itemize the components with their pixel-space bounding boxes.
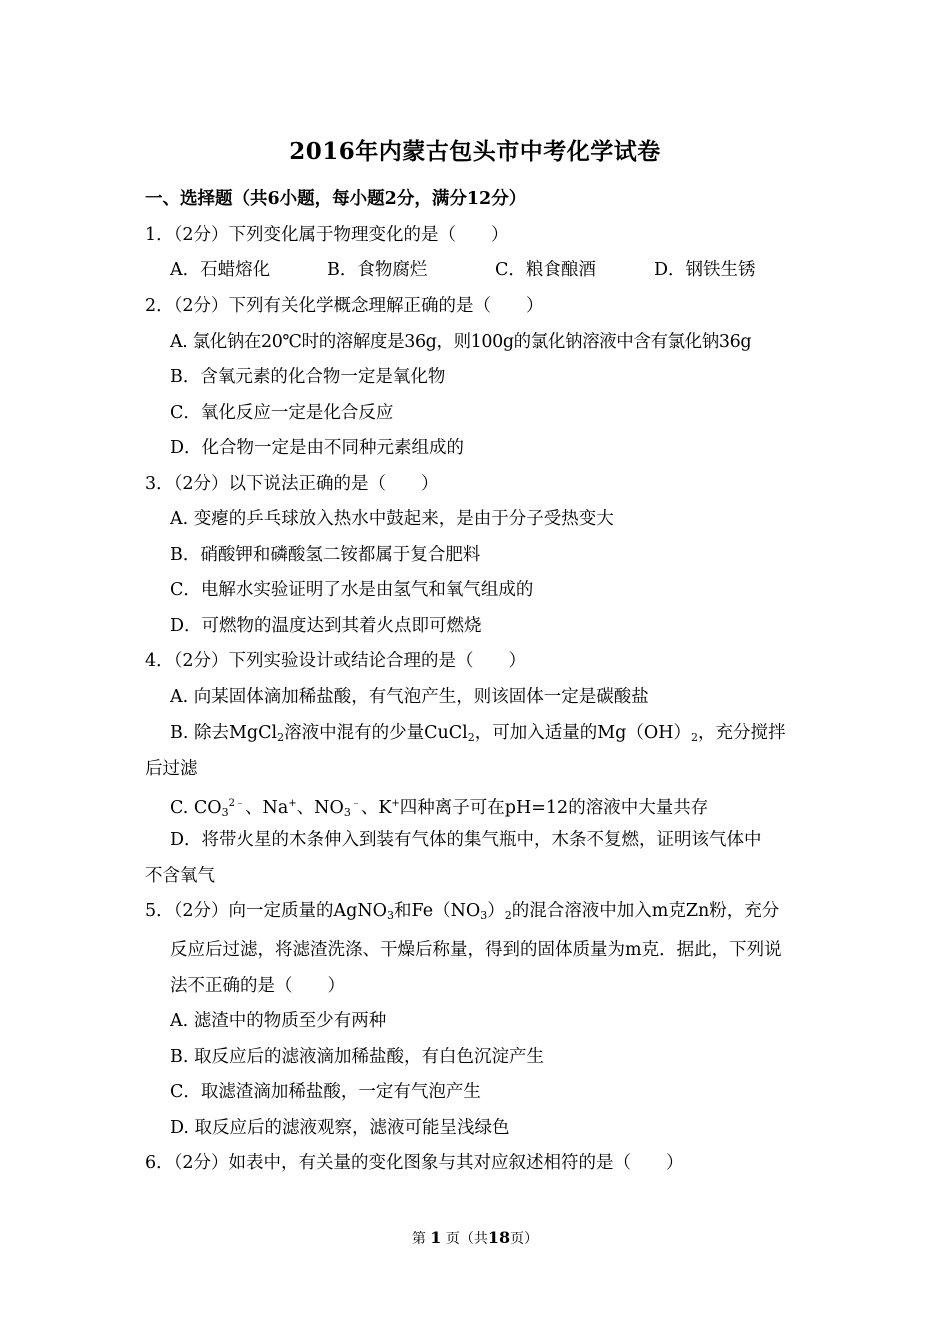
question-5-option-b: B. 取反应后的滤液滴加稀盐酸，有白色沉淀产生 <box>170 1047 544 1067</box>
question-3-option-d: D．可燃物的温度达到其着火点即可燃烧 <box>170 616 482 636</box>
question-2-option-b: B．含氧元素的化合物一定是氧化物 <box>170 367 446 387</box>
question-5-option-a: A. 滤渣中的物质至少有两种 <box>170 1011 387 1031</box>
question-5-stem-line-3: 法不正确的是（ ） <box>170 976 345 996</box>
question-2-option-a: A. 氯化钠在20℃时的溶解度是36g，则100g的氯化钠溶液中含有氯化钠36g <box>170 332 752 352</box>
question-4-option-b: B. 除去MgCl$_2$溶液中混有的少量CuCl$_2$，可加入适量的$Mg(OH)_2$，充分搅拌 <box>170 723 786 744</box>
current-page-number: 1 <box>430 1228 442 1247</box>
question-1-option-c: C．粮食酿酒 <box>495 260 596 280</box>
question-5-stem-line-2: 反应后过滤，将滤渣洗涤、干燥后称量，得到的固体质量为m克．据此，下列说 <box>170 940 782 960</box>
question-4-option-c: C. $CO_3^{2﹣}$、Na+、$NO_3^﹣$、K+四种离子可在pH=12的溶液中大量共存 <box>170 798 709 819</box>
question-1-option-b: B．食物腐烂 <box>327 260 428 280</box>
question-2-option-d: D．化合物一定是由不同种元素组成的 <box>170 438 465 458</box>
question-2-option-c: C．氧化反应一定是化合反应 <box>170 403 394 423</box>
question-5-stem: 5．（2分）向一定质量的AgNO$_3$和$Fe(NO_3)_2$的混合溶液中加入m克Zn粉，充分 <box>145 901 780 922</box>
question-5-option-d: D. 取反应后的滤液观察，滤液可能呈浅绿色 <box>170 1118 510 1138</box>
question-4-option-a: A. 向某固体滴加稀盐酸，有气泡产生，则该固体一定是碳酸盐 <box>170 687 649 707</box>
page-title: 2016年内蒙古包头市中考化学试卷 <box>289 138 661 165</box>
total-pages: 18 <box>487 1228 511 1247</box>
question-5-option-c: C．取滤渣滴加稀盐酸，一定有气泡产生 <box>170 1082 481 1102</box>
question-3-stem: 3．（2分）以下说法正确的是（ ） <box>145 474 439 494</box>
question-1-option-d: D．钢铁生锈 <box>654 260 756 280</box>
question-3-option-c: C．电解水实验证明了水是由氢气和氧气组成的 <box>170 580 534 600</box>
question-4-option-d: D．将带火星的木条伸入到装有气体的集气瓶中，木条不复燃，证明该气体中 <box>170 830 762 850</box>
question-4-option-d-continued: 不含氧气 <box>145 866 215 886</box>
question-1-stem: 1．（2分）下列变化属于物理变化的是（ ） <box>145 225 509 245</box>
page-footer: 第 1 页（共18页） <box>411 1228 539 1247</box>
question-3-option-a: A. 变瘪的乒乓球放入热水中鼓起来，是由于分子受热变大 <box>170 509 614 529</box>
question-4-option-b-continued: 后过滤 <box>145 759 198 779</box>
question-4-stem: 4．（2分）下列实验设计或结论合理的是（ ） <box>145 651 527 671</box>
question-6-stem: 6．（2分）如表中，有关量的变化图象与其对应叙述相符的是（ ） <box>145 1153 684 1173</box>
question-1-option-a: A．石蜡熔化 <box>170 260 271 280</box>
section-heading: 一、选择题（共6小题，每小题2分，满分12分） <box>145 189 527 209</box>
question-2-stem: 2．（2分）下列有关化学概念理解正确的是（ ） <box>145 296 544 316</box>
question-3-option-b: B．硝酸钾和磷酸氢二铵都属于复合肥料 <box>170 545 481 565</box>
